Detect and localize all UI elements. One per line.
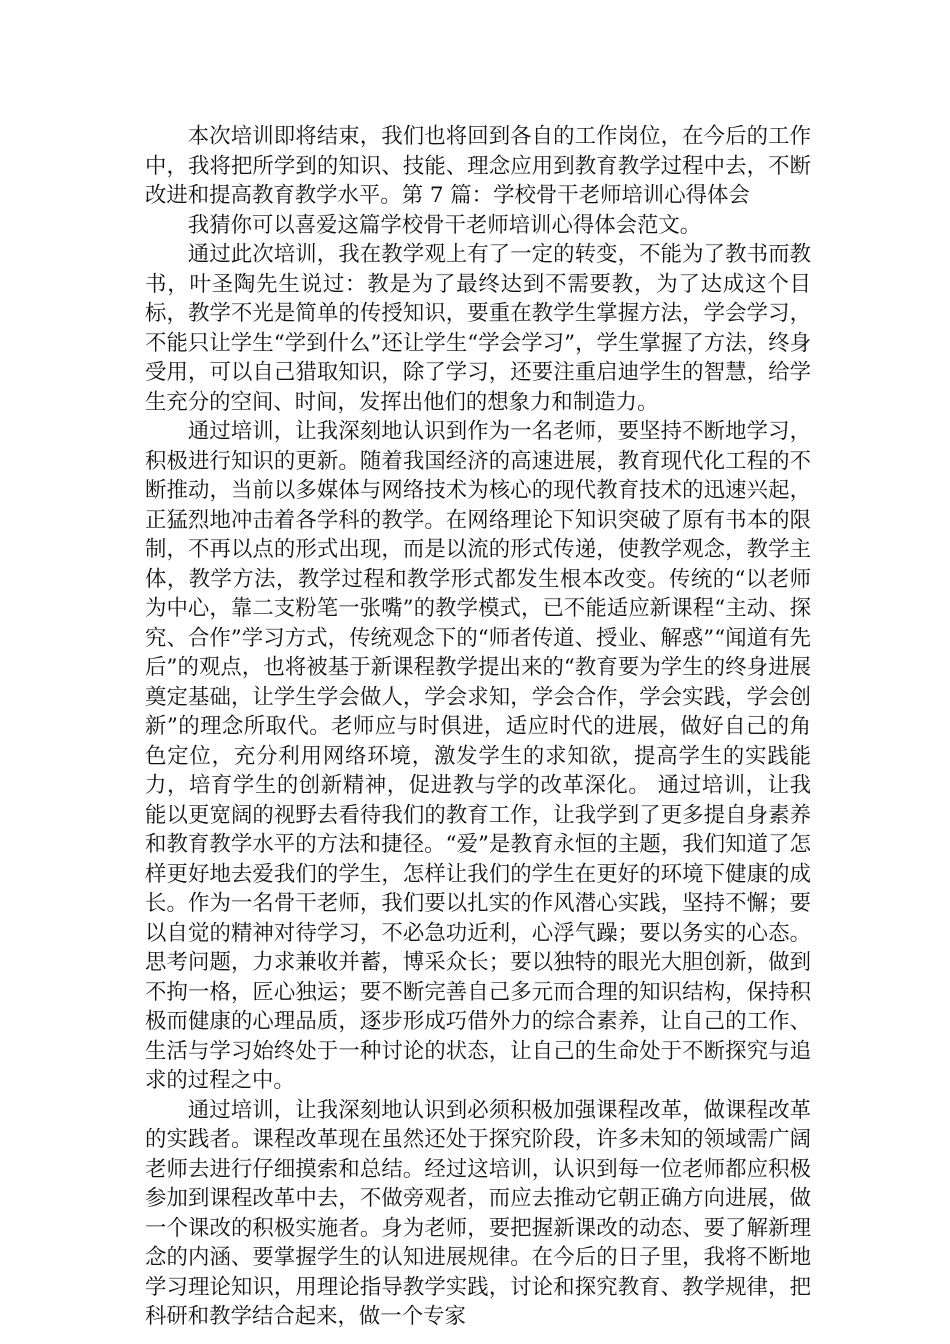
paragraph-continuous-learning: 通过培训，让我深刻地认识到作为一名老师，要坚持不断地学习，积极进行知识的更新。随着我国经济的高速进展，教育现代化工程的不断推动，当前以多媒体与网络技术为核心的现代教育技术的迅速兴起，正猛烈地冲击着各学科的教学。在网络理论下知识突破了原有书本的限制，不再以点的形式出现，而是以流的形式传递，使教学观念，教学主体，教学方法，教学过程和教学形式都发生根本改变。传统的“以老师为中心，靠二支粉笔一张嘴”的教学模式，已不能适应新课程“主动、探究、合作”学习方式，传统观念下的“师者传道、授业、解惑”“闻道有先后”的观点，也将被基于新课程教学提出来的“教育要为学生的终身进展奠定基础，让学生学会做人，学会求知，学会合作，学会实践，学会创新”的理念所取代。老师应与时俱进，适应时代的进展，做好自己的角色定位，充分利用网络环境，激发学生的求知欲，提高学生的实践能力，培育学生的创新精神，促进教与学的改革深化。 通过培训，让我能以更宽阔的视野去看待我们的教育工作，让我学到了更多提自身素养和教育教学水平的方法和捷径。“爱”是教育永恒的主题，我们知道了怎样更好地去爱我们的学生，怎样让我们的学生在更好的环境下健康的成长。作为一名骨干老师，我们要以扎实的作风潜心实践，坚持不懈；要以自觉的精神对待学习，不必急功近利，心浮气躁；要以务实的心态。思考问题，力求兼收并蓄，博采众长；要以独特的眼光大胆创新，做到不拘一格，匠心独运；要不断完善自己多元而合理的知识结构，保持积极而健康的心理品质，逐步形成巧借外力的综合素养，让自己的工作、生活与学习始终处于一种讨论的状态，让自己的生命处于不断探究与追求的过程之中。 xyxy=(145,419,811,1093)
paragraph-teaching-view: 通过此次培训，我在教学观上有了一定的转变，不能为了教书而教书，叶圣陶先生说过：教是为了最终达到不需要教，为了达成这个目标，教学不光是简单的传授知识，要重在教学生掌握方法，学会学习，不能只让学生“学到什么”还让学生“学会学习”，学生掌握了方法，终身受用，可以自己猎取知识，除了学习，还要注重启迪学生的智慧，给学生充分的空间、时间，发挥出他们的想象力和制造力。 xyxy=(145,242,811,415)
paragraph-intro: 我猜你可以喜爱这篇学校骨干老师培训心得体会范文。 xyxy=(187,212,702,238)
paragraph-curriculum-reform: 通过培训，让我深刻地认识到必须积极加强课程改革，做课程改革的实践者。课程改革现在虽然还处于探究阶段，许多未知的领域需广阔老师去进行仔细摸索和总结。经过这培训，认识到每一位老师都应积极参加到课程改革中去，不做旁观者，而应去推动它朝正确方向进展，做一个课改的积极实施者。身为老师，要把握新课改的动态、要了解新理念的内涵、要掌握学生的认知进展规律。在今后的日子里，我将不断地学习理论知识，用理论指导教学实践，讨论和探究教育、教学规律，把科研和教学结合起来，做一个专家 xyxy=(145,1097,811,1329)
document-body xyxy=(145,122,811,1332)
paragraph-training-ending: 本次培训即将结束，我们也将回到各自的工作岗位，在今后的工作中，我将把所学到的知识、技能、理念应用到教育教学过程中去，不断改进和提高教育教学水平。第 7 篇：学校骨干老师培训心得体会 xyxy=(145,124,811,208)
